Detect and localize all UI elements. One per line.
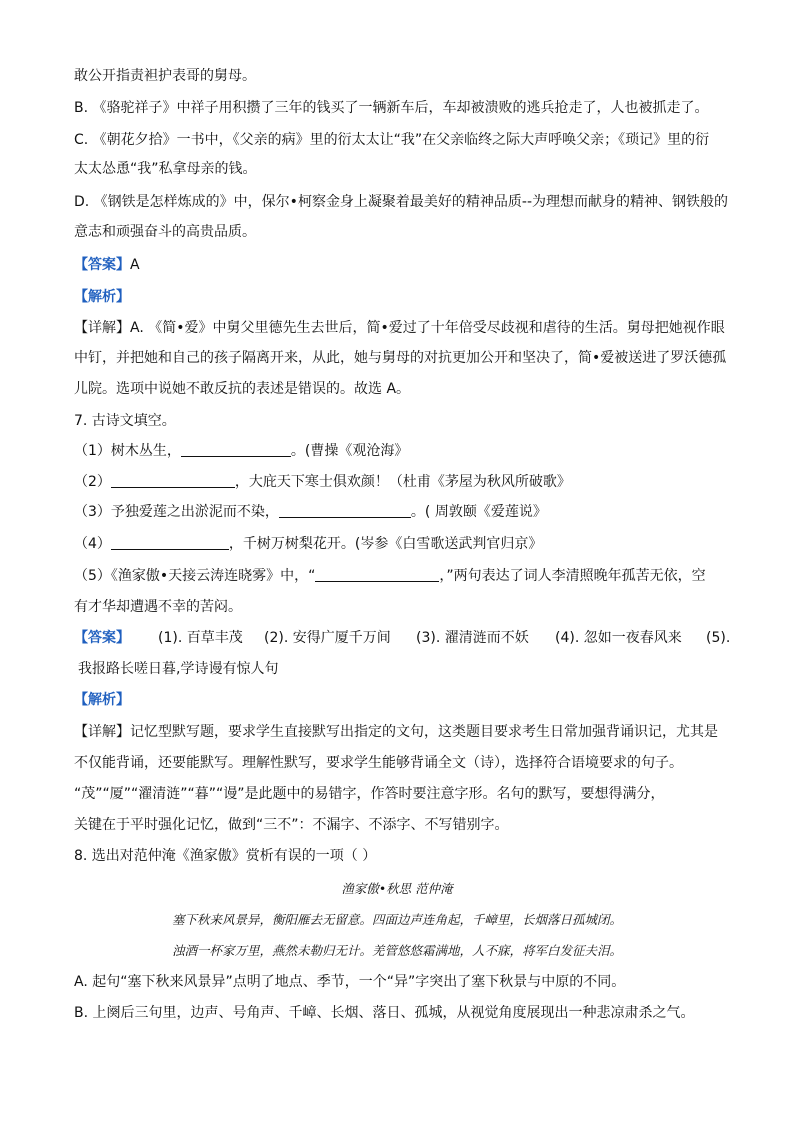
q7-item5-line2: 有才华却遭遇不幸的苦闷。 [74,599,242,615]
q8-option-b: B. 上阕后三句里，边声、号角声、千嶂、长烟、落日、孤城，从视觉角度展现出一种悲凉肃杀之气。 [74,1005,695,1021]
blank-line [111,473,235,488]
poem-line1: 塞下秋来风景异，衡阳雁去无留意。四面边声连角起，千嶂里，长烟落日孤城闭。 [171,912,622,927]
blank-line [279,503,411,518]
detail-tag: 【详解】 [74,724,130,740]
detail-text: 记忆型默写题，要求学生直接默写出指定的文句，这类题目要求考生日常加强背诵识记，尤其是 [130,724,718,740]
q7-detail-line3: “茂”“厦”“濯清涟”“暮”“谩”是此题中的易错字，作答时要注意字形。名句的默写，要想得满分， [74,786,665,802]
q6-detail-line3: 儿院。选项中说她不敢反抗的表述是错误的。故选 A。 [74,381,411,397]
q7-answer-2: (2). 安得广厦千万间 [264,630,391,646]
q6-option-b: B. 《骆驼祥子》中祥子用积攒了三年的钱买了一辆新车后，车却被溃败的逃兵抢走了，人也被抓走了。 [74,100,709,116]
answer-value: A [130,257,140,273]
blank-line [181,442,291,457]
q7-detail-line1 [74,722,718,742]
q6-option-c-line1: C. 《朝花夕拾》一书中，《父亲的病》里的衍太太让“我”在父亲临终之际大声呼唤父亲；《琐记》里的衍 [74,132,710,148]
item2-prefix: （2） [74,474,111,490]
answer-tag: 【答案】 [74,257,130,273]
analysis-tag: 【解析】 [74,692,130,708]
q7-answer-3: (3). 濯清涟而不妖 [416,630,529,646]
detail-tag: 【详解】 [74,320,130,336]
q7-item2 [74,472,571,492]
q6-option-d-line2: 意志和顽强奋斗的高贵品质。 [74,224,256,240]
q7-item5-line1 [74,566,706,586]
item1-prefix: （1）树木丛生， [74,443,181,459]
item5-prefix: （5）《渔家傲•天接云涛连晓雾》中，“ [74,568,316,584]
poem-line2: 浊酒一杯家万里，燕然未勒归无计。羌管悠悠霜满地，人不寐，将军白发征夫泪。 [171,943,622,958]
q8-title: 8. 选出对范仲淹《渔家傲》赏析有误的一项（ ） [74,848,377,864]
q6-option-c-line2: 太太怂恿“我”私拿母亲的钱。 [74,161,257,177]
q8-option-a: A. 起句“塞下秋来风景异”点明了地点、季节，一个“异”字突出了塞下秋景与中原的不同。 [74,974,626,990]
q6-detail-line1 [74,318,725,338]
detail-text: A. 《简•爱》中舅父里德先生去世后，简•爱过了十年倍受尽歧视和虐待的生活。舅母把她视作眼 [130,320,725,336]
q7-answer-5: (5). [706,630,731,646]
q7-detail-line2: 不仅能背诵，还要能默写。理解性默写，要求学生能够背诵全文（诗），选择符合语境要求的句子。 [74,755,683,771]
item4-suffix: ，千树万树梨花开。(岑参《白雪歌送武判官归京》 [228,536,543,552]
q7-answer-tag [74,628,130,648]
analysis-tag: 【解析】 [74,289,130,305]
q7-item3 [74,502,547,522]
item4-prefix: （4） [74,536,111,552]
item5-suffix: ，”两句表达了词人李清照晚年孤苦无依，空 [439,568,706,584]
item2-suffix: ，大庇天下寒士俱欢颜！（杜甫《茅屋为秋风所破歌》 [234,474,571,490]
q6-detail-line2: 中钉，并把她和自己的孩子隔离开来，从此，她与舅母的对抗更加公开和坚决了，简•爱被送进了罗沃德孤 [74,350,727,366]
q7-answer-5-text: 我报路长嗟日暮,学诗谩有惊人句 [78,661,279,677]
item1-suffix: 。(曹操《观沧海》 [290,443,409,459]
q7-detail-line4: 关键在于平时强化记忆，做到“三不”：不漏字、不添字、不写错别字。 [74,817,509,833]
answer-tag: 【答案】 [74,630,130,646]
q6-option-d-line1: D. 《钢铁是怎样炼成的》中，保尔•柯察金身上凝聚着最美好的精神品质--为理想而献身的精神、钢铁般的 [74,194,729,210]
q7-answer-1: (1). 百草丰茂 [158,630,243,646]
poem-title: 渔家傲•秋思 范仲淹 [341,881,453,896]
blank-line [315,567,439,582]
q6-analysis-tag [74,287,130,307]
q6-option-a-tail: 敢公开指责袒护表哥的舅母。 [74,68,256,84]
item3-prefix: （3）予独爱莲之出淤泥而不染， [74,504,279,520]
blank-line [111,535,229,550]
q7-analysis-tag [74,690,130,710]
q7-item1 [74,441,408,461]
q7-title: 7. 古诗文填空。 [74,413,176,429]
item3-suffix: 。( 周敦颐《爱莲说》 [410,504,547,520]
q7-answer-4: (4). 忽如一夜春风来 [555,630,682,646]
q7-item4 [74,534,542,554]
q6-answer [74,255,140,275]
